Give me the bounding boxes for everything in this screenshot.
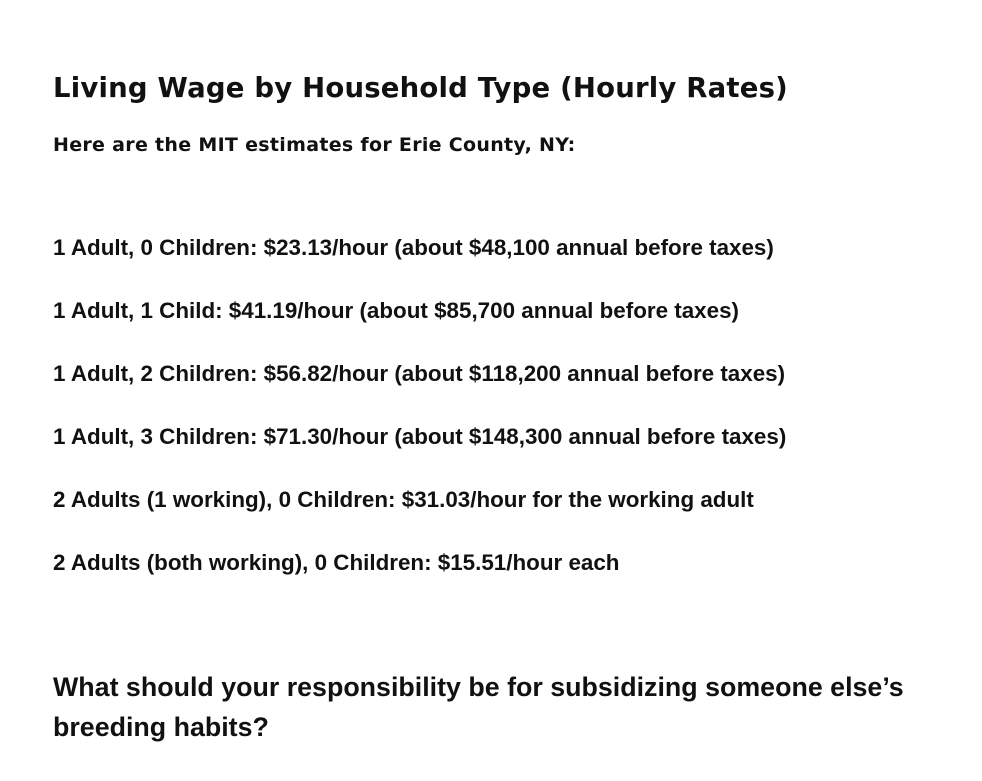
document-subtitle: Here are the MIT estimates for Erie County, NY:: [53, 134, 576, 156]
wage-item-2-adults-both-working: 2 Adults (both working), 0 Children: $15.51/hour each: [53, 550, 620, 575]
wage-item-1-adult-3-children: 1 Adult, 3 Children: $71.30/hour (about $148,300 annual before taxes): [53, 424, 787, 449]
wage-item-1-adult-1-child: 1 Adult, 1 Child: $41.19/hour (about $85,700 annual before taxes): [53, 298, 739, 323]
wage-item-1-adult-2-children: 1 Adult, 2 Children: $56.82/hour (about $118,200 annual before taxes): [53, 361, 786, 386]
wage-item-2-adults-1-working: 2 Adults (1 working), 0 Children: $31.03/hour for the working adult: [53, 487, 754, 512]
closing-question: What should your responsibility be for subsidizing someone else’s breeding habits?: [53, 672, 904, 742]
wage-item-1-adult-0-children: 1 Adult, 0 Children: $23.13/hour (about $48,100 annual before taxes): [53, 235, 774, 260]
document-title: Living Wage by Household Type (Hourly Rates): [53, 72, 788, 104]
living-wage-list: [53, 228, 786, 606]
